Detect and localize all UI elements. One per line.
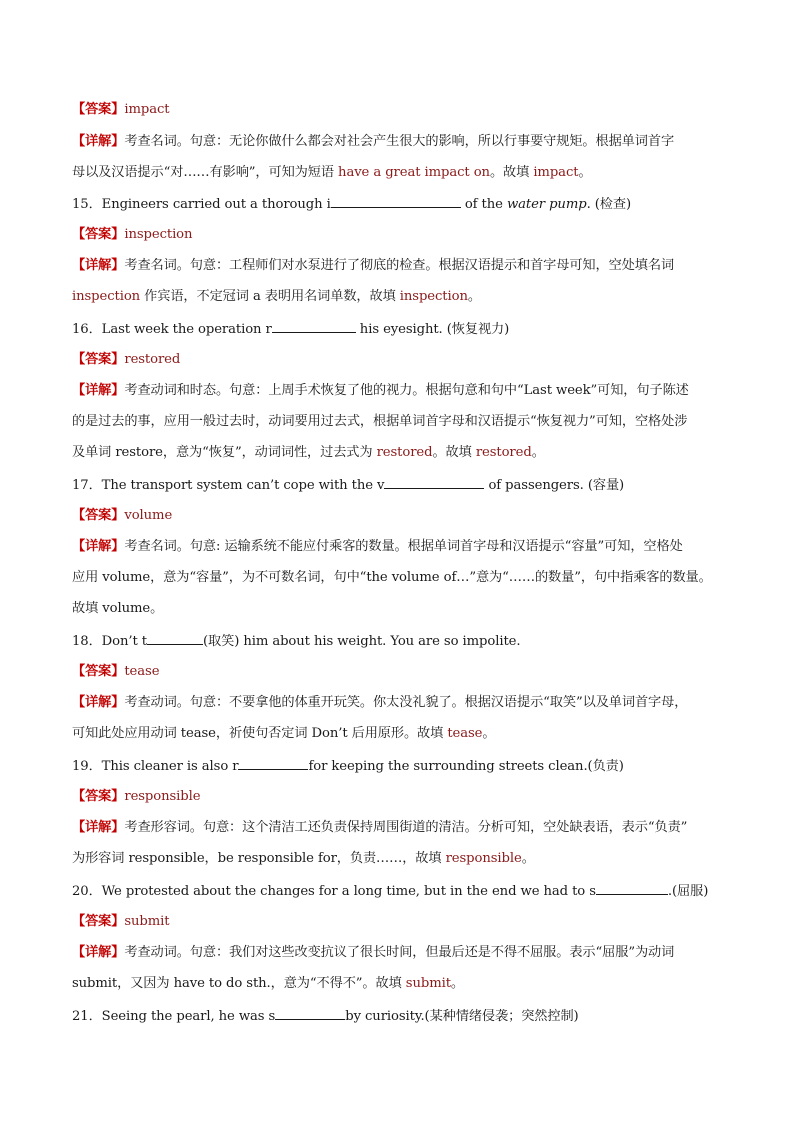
answer-text: restored (124, 352, 181, 367)
detail-line-16b (72, 413, 732, 431)
detail-line-17c (72, 600, 732, 618)
detail-text: 。 (450, 976, 465, 991)
detail-text: 考查动词和时态。句意：上周手术恢复了他的视力。根据句意和句中“Last week”可知，句子陈述 (124, 383, 689, 398)
detail-highlight: tease (447, 726, 483, 741)
detail-text: 考查动词。句意：我们对这些改变抗议了很长时间，但最后还是不得不屈服。表示“屈服”为动词 (124, 945, 675, 960)
detail-text: 。 (578, 165, 592, 180)
answer-label: 【答案】 (72, 508, 125, 523)
detail-text: 考查形容词。句意：这个清洁工还负责保持周围街道的清洁。分析可知，空处缺表语，表示“负责” (124, 820, 688, 835)
question-15 (72, 195, 732, 214)
detail-label: 【详解】 (72, 695, 125, 710)
question-16 (72, 320, 732, 339)
detail-highlight: restored (475, 445, 532, 460)
question-17 (72, 476, 732, 495)
answer-line-17 (72, 507, 732, 525)
answer-label: 【答案】 (72, 102, 125, 117)
question-text: Last week the operation r (101, 322, 272, 337)
detail-text: 。 (531, 445, 545, 460)
detail-text: 。 (467, 289, 481, 304)
fill-blank[interactable] (275, 1007, 345, 1020)
question-text: The transport system can’t cope with the v (101, 478, 385, 493)
question-text: Seeing the pearl, he was s (101, 1009, 276, 1024)
detail-text: submit，又因为 have to do sth.，意为“不得不”。故填 (72, 976, 406, 991)
question-19 (72, 757, 732, 776)
detail-highlight: inspection (72, 289, 141, 304)
detail-text: 。 (482, 726, 496, 741)
answer-text: inspection (124, 227, 193, 242)
detail-text: 应用 volume，意为“容量”，为不可数名词，句中“the volume of…”意为“……的数量”，句中指乘客的数量。 (72, 570, 712, 585)
answer-label: 【答案】 (72, 227, 125, 242)
question-number: 17． (72, 478, 102, 493)
detail-text: 及单词 restore，意为“恢复”，动词词性，过去式为 (72, 445, 377, 460)
question-20 (72, 882, 732, 901)
question-text: water pump (506, 197, 587, 212)
answer-label: 【答案】 (72, 664, 125, 679)
detail-text: 考查名词。句意：工程师们对水泵进行了彻底的检查。根据汉语提示和首字母可知，空处填名词 (124, 258, 675, 273)
detail-text: 。 (521, 851, 535, 866)
detail-text: 考查名词。句意：无论你做什么都会对社会产生很大的影响，所以行事要守规矩。根据单词首字 (124, 134, 675, 149)
answer-line-15 (72, 226, 732, 244)
answer-text: submit (124, 914, 170, 929)
question-text: We protested about the changes for a long time, but in the end we had to s (101, 884, 596, 899)
question-text: Don’t t (101, 634, 147, 649)
question-text: Engineers carried out a thorough i (101, 197, 331, 212)
question-number: 19． (72, 759, 102, 774)
question-number: 15． (72, 197, 102, 212)
question-number: 18． (72, 634, 102, 649)
answer-line-19 (72, 788, 732, 806)
detail-text: 。故填 (432, 445, 476, 460)
fill-blank[interactable] (384, 476, 484, 489)
answer-line-16 (72, 351, 732, 369)
answer-text: impact (124, 102, 170, 117)
detail-label: 【详解】 (72, 258, 125, 273)
detail-highlight: have a great impact on (338, 165, 490, 180)
detail-line-15a (72, 257, 732, 275)
detail-text: 考查动词。句意：不要拿他的体重开玩笑。你太没礼貌了。根据汉语提示“取笑”以及单词首字母， (124, 695, 688, 710)
question-text: for keeping the surrounding streets clean.(负责) (308, 759, 624, 774)
detail-line-16c (72, 444, 732, 462)
answer-line-18 (72, 663, 732, 681)
detail-line-20a (72, 944, 732, 962)
detail-text: 可知此处应用动词 tease，祈使句否定词 Don’t 后用原形。故填 (72, 726, 448, 741)
question-text: of the (460, 197, 507, 212)
answer-text: responsible (124, 789, 201, 804)
answer-label: 【答案】 (72, 914, 125, 929)
answer-label: 【答案】 (72, 789, 125, 804)
fill-blank[interactable] (596, 882, 668, 895)
question-18 (72, 632, 732, 651)
fill-blank[interactable] (331, 195, 461, 208)
detail-text: 母以及汉语提示“对……有影响”，可知为短语 (72, 165, 339, 180)
detail-line-17b (72, 569, 732, 587)
detail-line-15b (72, 288, 732, 306)
detail-line-16a (72, 382, 732, 400)
detail-label: 【详解】 (72, 820, 125, 835)
detail-text: 考查名词。句意: 运输系统不能应付乘客的数量。根据单词首字母和汉语提示“容量”可知，空格处 (124, 539, 683, 554)
detail-label: 【详解】 (72, 383, 125, 398)
question-text: This cleaner is also r (101, 759, 239, 774)
detail-line-14b (72, 164, 732, 182)
detail-label: 【详解】 (72, 945, 125, 960)
detail-line-14a (72, 133, 732, 151)
fill-blank[interactable] (272, 320, 356, 333)
fill-blank[interactable] (147, 632, 203, 645)
detail-highlight: submit (405, 976, 451, 991)
detail-line-17a (72, 538, 732, 556)
detail-text: 的是过去的事，应用一般过去时，动词要用过去式，根据单词首字母和汉语提示“恢复视力”可知，空格处涉 (72, 414, 688, 429)
detail-label: 【详解】 (72, 539, 125, 554)
detail-line-18b (72, 725, 732, 743)
answer-line-14 (72, 101, 732, 119)
question-text: by curiosity.(某种情绪侵袭；突然控制) (345, 1009, 579, 1024)
answer-line-20 (72, 913, 732, 931)
question-21 (72, 1007, 732, 1026)
answer-label: 【答案】 (72, 352, 125, 367)
detail-text: 为形容词 responsible，be responsible for，负责……，故填 (72, 851, 446, 866)
detail-text: 作宾语，不定冠词 a 表明用名词单数，故填 (140, 289, 400, 304)
question-text: .(屈服) (667, 884, 709, 899)
detail-text: 。故填 (489, 165, 534, 180)
detail-line-19a (72, 819, 732, 837)
question-text: his eyesight. (恢复视力) (355, 322, 510, 337)
detail-highlight: inspection (399, 289, 468, 304)
question-number: 16． (72, 322, 102, 337)
question-number: 20． (72, 884, 102, 899)
answer-text: volume (124, 508, 173, 523)
detail-label: 【详解】 (72, 134, 125, 149)
detail-text: 故填 volume。 (72, 601, 164, 616)
detail-highlight: impact (533, 165, 579, 180)
detail-line-20b (72, 975, 732, 993)
question-text: of passengers. (容量) (484, 478, 625, 493)
answer-text: tease (124, 664, 160, 679)
question-number: 21． (72, 1009, 102, 1024)
detail-highlight: responsible (445, 851, 522, 866)
question-text: (取笑) him about his weight. You are so impolite. (202, 634, 521, 649)
detail-line-19b (72, 850, 732, 868)
fill-blank[interactable] (238, 757, 308, 770)
detail-line-18a (72, 694, 732, 712)
detail-highlight: restored (376, 445, 433, 460)
question-text: . (检查) (586, 197, 632, 212)
